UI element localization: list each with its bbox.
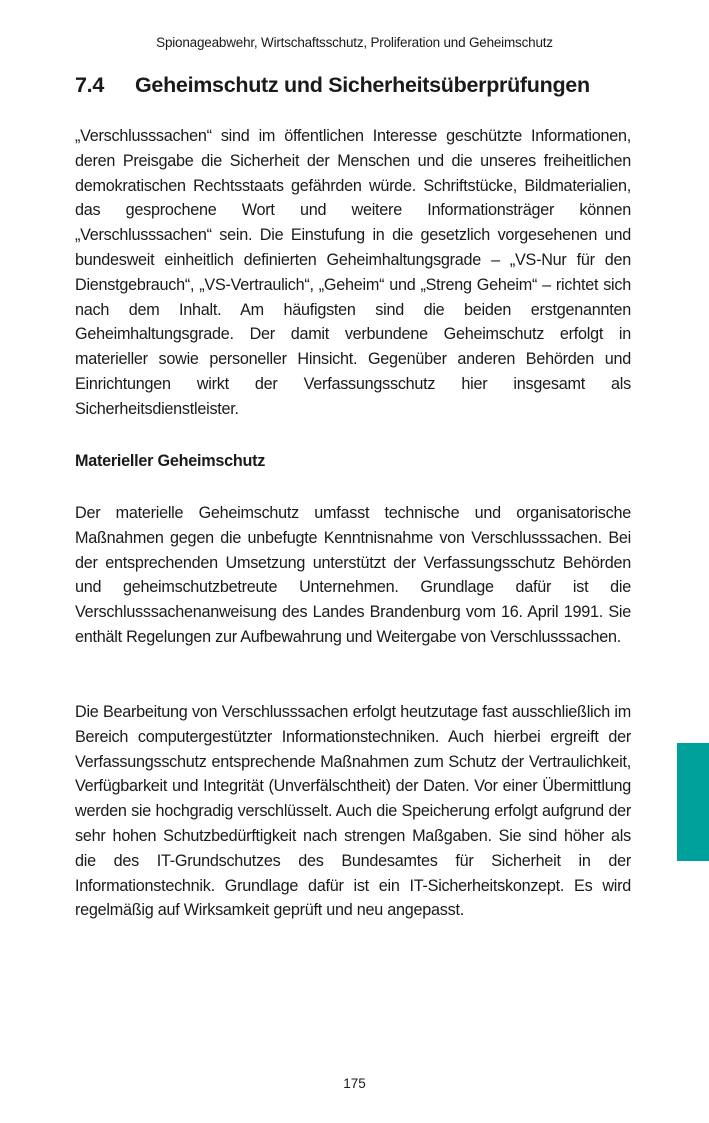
paragraph-materieller-geheimschutz: Der materielle Geheimschutz umfasst technische und organisatorische Maßnahmen gegen die unbefugte Kenntnisnahme von Verschlusssachen. Bei der entsprechenden Umsetzung unterstützt der Verfassungsschutz Behörden und geheimschutzbetreute Unternehmen. Grundlage dafür ist die Verschlusssachenanweisung des Landes Brandenburg vom 16. April 1991. Sie enthält Regelungen zur Aufbewahrung und Weitergabe von Verschlusssachen. (75, 504, 631, 646)
section-number: 7.4 (75, 73, 104, 97)
running-header: Spionageabwehr, Wirtschaftsschutz, Proliferation und Geheimschutz (156, 35, 553, 50)
page-number: 175 (343, 1076, 366, 1091)
chapter-side-tab (677, 743, 709, 861)
paragraph-it-bearbeitung: Die Bearbeitung von Verschlusssachen erfolgt heutzutage fast ausschließlich im Bereich computergestützter Informationstechniken. Auch hierbei ergreift der Verfassungsschutz entsprechende Maßnahmen zum Schutz der Vertraulichkeit, Verfügbarkeit und Integrität (Unverfälschtheit) der Daten. Vor einer Übermittlung werden sie hochgradig verschlüsselt. Auch die Speicherung erfolgt aufgrund der sehr hohen Schutzbedürftigkeit nach strengen Maßgaben. Sie sind höher als die des IT-Grundschutzes des Bundesamtes für Sicherheit in der Informationstechnik. Grundlage dafür ist ein IT-Sicherheitskonzept. Es wird regelmäßig auf Wirksamkeit geprüft und neu angepasst. (75, 703, 631, 920)
section-title: Geheimschutz und Sicherheitsüberprüfungen (135, 73, 590, 97)
subheading-materieller-geheimschutz: Materieller Geheimschutz (75, 452, 266, 470)
section-heading (75, 73, 635, 98)
paragraph-verschlusssachen-intro: „Verschlusssachen“ sind im öffentlichen Interesse geschützte Informationen, deren Preisgabe die Sicherheit der Menschen und die unseres freiheitlichen demokratischen Rechtsstaats gefährden würde. Schriftstücke, Bildmaterialien, das gesprochene Wort und weitere Informationsträger können „Verschlusssachen“ sein. Die Einstufung in die gesetzlich vorgesehenen und bundesweit einheitlich definierten Geheimhaltungsgrade – „VS-Nur für den Dienstgebrauch“, „VS-Vertraulich“, „Geheim“ und „Streng Geheim“ – richtet sich nach dem Inhalt. Am häufigsten sind die beiden erstgenannten Geheimhaltungsgrade. Der damit verbundene Geheimschutz erfolgt in materieller sowie personeller Hinsicht. Gegenüber anderen Behörden und Einrichtungen wirkt der Verfassungsschutz hier insgesamt als Sicherheitsdienstleister. (75, 127, 631, 418)
